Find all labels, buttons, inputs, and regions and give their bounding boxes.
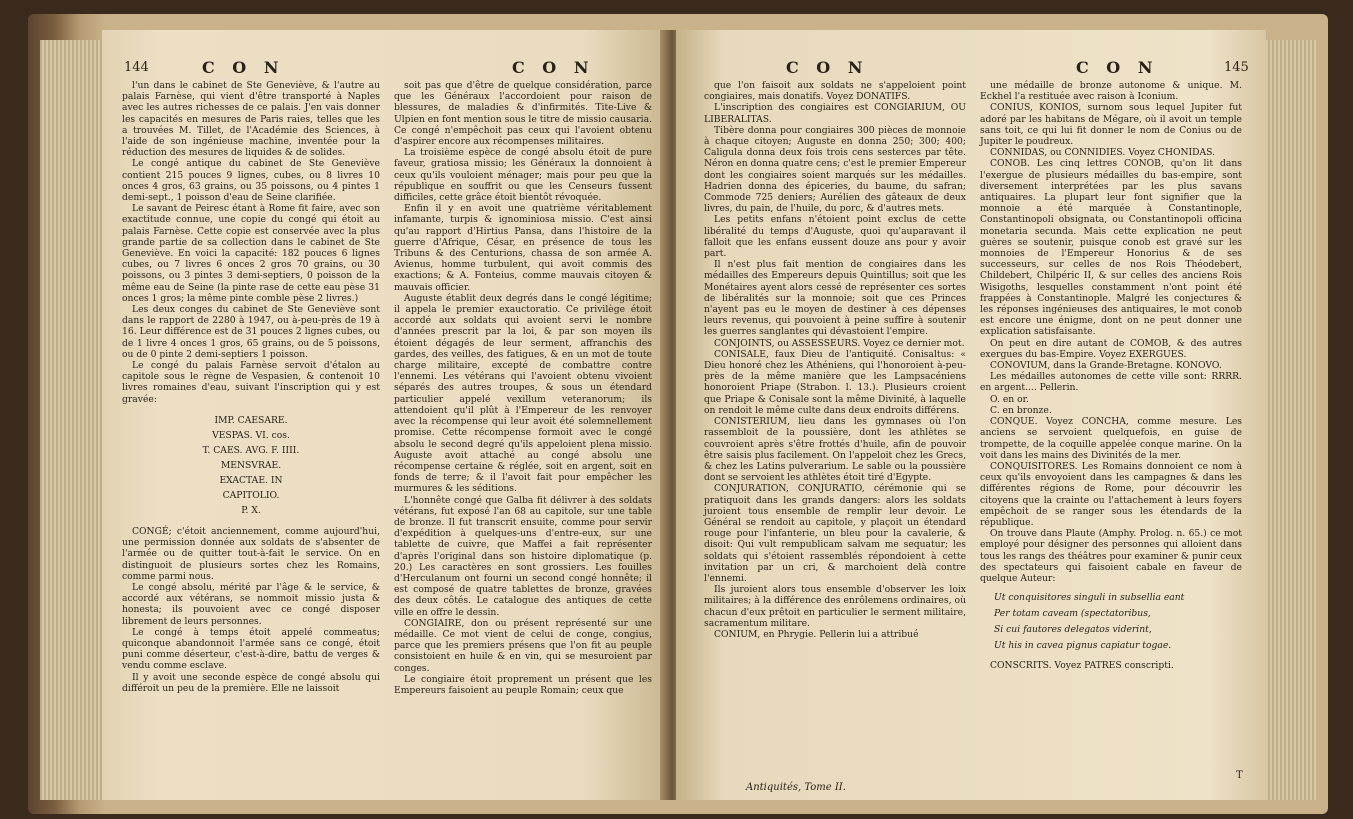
paragraph: Tibère donna pour congiaires 300 pièces de monnoie à chaque citoyen; Auguste en donna 250; 300; 400; Caligula donna deux fois trois cens sesterces par tête. Néron en donna quatre cens; c'est le premier Empereur dont les congiaires soient marqués sur les médailles. Hadrien donna des épiceries, du baume, du safran; Commode 725 deniers; Aurélien des gâteaux de deux livres, du pain, de l'huile, du porc, & d'autres mets. bbox=[704, 124, 966, 215]
left-column-1 bbox=[122, 80, 380, 694]
verse-line: Ut conquisitores singuli in subsellia eant bbox=[994, 592, 1185, 604]
verse-line: Si cui fautores delegatos viderint, bbox=[994, 624, 1152, 636]
paragraph: CONIUS, KONIOS, surnom sous lequel Jupiter fut adoré par les habitans de Mégare, où il avoit un temple sans toit, ce qui lui fit donner le nom de Conius ou de Jupiter le poudreux. bbox=[980, 102, 1242, 148]
paragraph: Les médailles autonomes de cette ville sont: RRRR. en argent.... Pellerin. bbox=[980, 371, 1242, 394]
paragraph: C. en bronze. bbox=[990, 404, 1052, 416]
inscription-line: IMP. CAESARE. bbox=[214, 414, 288, 426]
inscription-line: T. CAES. AVG. F. IIII. bbox=[202, 444, 300, 456]
paragraph: Le congiaire étoit proprement un présent que les Empereurs faisoient au peuple Romain; ceux que bbox=[394, 673, 652, 696]
paragraph: O. en or. bbox=[990, 393, 1029, 405]
paragraph: Le congé antique du cabinet de Ste Geneviève contient 215 pouces 9 lignes, cubes, ou 8 livres 10 onces 4 gros, 63 grains, ou 35 poissons, ou 4 pintes 1 demi-sept., 1 poisson d'eau de Seine clarifiée. bbox=[122, 158, 380, 204]
right-running-head-2: C O N bbox=[1076, 58, 1159, 77]
paragraph: CONOB. Les cinq lettres CONOB, qu'on lit dans l'exergue de plusieurs médailles du bas-empire, sont diversement interprétées par les plus savans antiquaires. La plupart leur font signifier que la monnoie a été marquée à Constantinople, Constantinopoli obsignata, ou Constantinopoli officina monetaria secunda. Mais cette explication ne peut guères se soutenir, puisque conob est gravé sur les monnoies de l'Empereur Honorius & de ses successeurs, sur celles de nos Rois Théodebert, Childebert, Chilpéric II, & sur celles des anciens Rois Wisigoths, lesquelles constamment n'ont point été frappées à Constantinople. Malgré les conjectures & les réponses ingénieuses des antiquaires, le mot conob est encore une énigme, dont on ne peut donner une explication satisfaisante. bbox=[980, 158, 1242, 338]
right-page-number: 145 bbox=[1224, 60, 1249, 75]
paragraph: CONSCRITS. Voyez PATRES conscripti. bbox=[990, 660, 1174, 672]
left-running-head-1: C O N bbox=[202, 58, 285, 77]
paragraph: Auguste établit deux degrés dans le congé légitime; il appela le premier exauctoratio. Ce privilège étoit accordé aux soldats qui avoient servi le nombre d'années prescrit par la loi, & par son moyen ils étoient dégagés de leur serment, affranchis des gardes, des veilles, des fatigues, & en un mot de toute charge militaire, excepté de combattre contre l'ennemi. Les vétérans qui l'avoient obtenu vivoient séparés des autres troupes, & sous un étendard particulier appelé vexillum veteranorum; ils attendoient qu'il plût à l'Empereur de les renvoyer avec la récompense qui leur avoit été solemnellement promise. Cette récompense formoit avec le congé absolu le second degré qu'ils appeloient plena missio. Auguste avoit attaché au congé absolu une récompense certaine & réglée, soit en argent, soit en fonds de terre; & il l'avoit fait pour empêcher les murmures & les séditions. bbox=[394, 292, 652, 495]
signature-mark: T bbox=[1236, 770, 1243, 781]
paragraph: Il n'est plus fait mention de congiaires dans les médailles des Empereurs depuis Quintillus; soit que les Monétaires ayent alors cessé de représenter ces sortes de libéralités sur la monnoie; soit que ces Princes n'ayent pas eu le moyen de destiner à ces dépenses leurs revenus, qui pouvoient à peine suffire à soutenir les guerres sanglantes qui dévastoient l'empire. bbox=[704, 259, 966, 338]
paragraph: une médaille de bronze autonome & unique. M. Eckhel l'a restituée avec raison à Iconium. bbox=[980, 80, 1242, 103]
paragraph: CONGIAIRE, don ou présent représenté sur une médaille. Ce mot vient de celui de conge, congius, parce que les premiers présens que l'on fit au peuple consistoient en huile & en vin, qui se mesuroient par conges. bbox=[394, 617, 652, 674]
paragraph: Il y avoit une seconde espèce de congé absolu qui différoit un peu de la première. Elle ne laissoit bbox=[122, 671, 380, 694]
right-column-2 bbox=[980, 80, 1242, 671]
latin-verse bbox=[994, 590, 1242, 654]
paragraph: La troisième espèce de congé absolu étoit de pure faveur, gratiosa missio; les Généraux la donnoient à ceux qu'ils vouloient ménager; mais pour peu que la république en souffrit ou que les Censeurs fussent difficiles, cette grâce étoit bientôt révoquée. bbox=[394, 147, 652, 204]
paragraph: L'inscription des congiaires est CONGIARIUM, OU LIBERALITAS. bbox=[704, 102, 966, 125]
paragraph: Les deux conges du cabinet de Ste Geneviève sont dans le rapport de 2280 à 1947, ou à-peu-près de 19 à 16. Leur différence est de 31 pouces 2 lignes cubes, ou de 1 livre 4 onces 1 gros, 65 grains, ou de 5 poissons, ou de 0 pinte 2 demi-septiers 1 poisson. bbox=[122, 304, 380, 360]
left-running-head-2: C O N bbox=[512, 58, 595, 77]
paragraph: Le congé du palais Farnèse servoit d'étalon au capitole sous le règne de Vespasien, & contenoit 10 livres romaines d'eau, suivant l'inscription qui y est gravée: bbox=[122, 360, 380, 405]
inscription-line: EXACTAE. IN bbox=[219, 474, 283, 486]
inscription-line: VESPAS. VI. cos. bbox=[212, 429, 290, 441]
left-page-number: 144 bbox=[124, 60, 149, 75]
verse-line: Ut his in cavea pignus capiatur togae. bbox=[994, 640, 1172, 652]
inscription-line: P. X. bbox=[241, 504, 261, 516]
paragraph: CONQUISITORES. Les Romains donnoient ce nom à ceux qu'ils envoyoient dans les campagnes & dans les différentes régions de Rome, pour découvrir les citoyens que la crainte ou l'attachement à leurs foyers empêchoit de se ranger sous les étendards de la république. bbox=[980, 460, 1242, 528]
verse-line: Per totam caveam (spectatoribus, bbox=[994, 608, 1151, 620]
paragraph: CONISALE, faux Dieu de l'antiquité. Conisaltus: « Dieu honoré chez les Athéniens, qui l'honoroient à-peu-près de la même manière que les Lampsacéniens honoroient Priape (Strabon. l. 13.). Plusieurs croient que Priape & Conisale sont la même Divinité, à laquelle on rendoit le même culte dans deux endroits différens. bbox=[704, 348, 966, 416]
paragraph: Enfin il y en avoit une quatrième véritablement infamante, turpis & ignominiosa missio. C'est ainsi qu'au rapport d'Hirtius Pansa, dans l'histoire de la guerre d'Afrique, César, en présence de tous les Tribuns & des Centurions, chassa de son armée A. Avienus, homme turbulent, qui avoit commis des exactions; & A. Fonteius, comme mauvais citoyen & mauvais officier. bbox=[394, 203, 652, 293]
right-running-head-1: C O N bbox=[786, 58, 869, 77]
page-edges-left bbox=[40, 40, 102, 800]
paragraph: Les petits enfans n'étoient point exclus de cette libéralité du temps d'Auguste, quoi qu'auparavant il falloit que les enfans eussent douze ans pour y avoir part. bbox=[704, 214, 966, 260]
paragraph: Le congé absolu, mérité par l'âge & le service, & accordé aux vétérans, se nommoit missio justa & honesta; ils pouvoient avec ce congé disposer librement de leurs personnes. bbox=[122, 581, 380, 627]
paragraph: On trouve dans Plaute (Amphy. Prolog. n. 65.) ce mot employé pour désigner des personnes qui alloient dans tous les rangs des théâtres pour examiner & punir ceux des spectateurs qui faisoient cabale en faveur de quelque Auteur: bbox=[980, 528, 1242, 584]
paragraph: Le congé à temps étoit appelé commeatus; quiconque abandonnoit l'armée sans ce congé, étoit puni comme déserteur, c'est-à-dire, battu de verges & vendu comme esclave. bbox=[122, 626, 380, 672]
paragraph: CONQUE. Voyez CONCHA, comme mesure. Les anciens se servoient quelquefois, en guise de trompette, de la coquille appelée conque marine. On la voit dans les mains des Divinités de la mer. bbox=[980, 416, 1242, 461]
inscription-line: MENSVRAE. bbox=[220, 459, 282, 471]
inscription-line: CAPITOLIO. bbox=[222, 489, 280, 501]
inscription bbox=[122, 413, 380, 518]
paragraph: que l'on faisoit aux soldats ne s'appeloient point congiaires, mais donatifs. Voyez DONATIFS. bbox=[704, 80, 966, 103]
paragraph: CONIUM, en Phrygie. Pellerin lui a attribué bbox=[714, 628, 919, 640]
paragraph: CONNIDAS, ou CONNIDIES. Voyez CHONIDAS. bbox=[990, 147, 1216, 159]
paragraph: Ils juroient alors tous ensemble d'observer les loix militaires; à la différence des enrôlemens ordinaires, où chacun d'eux prêtoit en particulier le serment militaire, sacramentum militare. bbox=[704, 584, 966, 629]
right-column-1 bbox=[704, 80, 966, 640]
paragraph: L'honnête congé que Galba fit délivrer à des soldats vétérans, fut exposé l'an 68 au capitole, sur une table de bronze. Il fut transcrit ensuite, comme pour servir d'expédition à quelques-uns d'entre-eux, sur une tablette de cuivre, que Maffei a fait représenter d'après l'original dans son histoire diplomatique (p. 20.) Les caractères en sont grossiers. Les fouilles d'Herculanum ont fourni un second congé honnête; il est composé de quatre tablettes de bronze, gravées des deux côtés. Le catalogue des antiques de cette ville en offre le dessin. bbox=[394, 494, 652, 618]
footer-volume: Antiquités, Tome II. bbox=[746, 782, 846, 793]
paragraph: On peut en dire autant de COMOB, & des autres exergues du bas-Empire. Voyez EXERGUES. bbox=[980, 337, 1242, 360]
left-page bbox=[102, 30, 668, 800]
paragraph: CONGÉ; c'étoit anciennement, comme aujourd'hui, une permission donnée aux soldats de s'absenter de l'armée ou de quitter tout-à-fait le service. On en distinguoit de plusieurs sortes chez les Romains, comme parmi nous. bbox=[122, 525, 380, 582]
paragraph: CONJOINTS, ou ASSESSEURS. Voyez ce dernier mot. bbox=[714, 337, 965, 349]
paragraph: l'un dans le cabinet de Ste Geneviève, & l'autre au palais Farnèse, qui vient d'être transporté à Naples avec les autres richesses de ce palais. J'en vais donner les capacités en mesures de Paris raies, telles que les a trouvées M. Tillet, de l'Académie des Sciences, à l'aide de son ingénieuse machine, inventée pour la réduction des mesures de liquides & de solides. bbox=[122, 80, 380, 159]
page-edges-right bbox=[1266, 40, 1316, 800]
paragraph: CONJURATION, CONJURATIO, cérémonie qui se pratiquoit dans les grands dangers: alors les soldats juroient tous ensemble de remplir leur devoir. Le Général se rendoit au capitole, y plaçoit un étendard rouge pour l'infanterie, un bleu pour la cavalerie, & disoit: Qui vult rempublicam salvam me sequatur; les soldats qui s'étoient rassemblés répondoient à cette invitation par un cri, & marchoient delà contre l'ennemi. bbox=[704, 483, 966, 584]
left-column-2 bbox=[394, 80, 652, 696]
right-page bbox=[676, 30, 1266, 800]
paragraph: soit pas que d'être de quelque considération, parce que les Généraux l'accordoient pour raison de blessures, de maladies & d'infirmités. Tite-Live & Ulpien en font mention sous le titre de missio causaria. Ce congé n'empêchoit pas ceux qui l'avoient obtenu d'aspirer encore aux récompenses militaires. bbox=[394, 80, 652, 148]
paragraph: CONISTERIUM, lieu dans les gymnases où l'on rassembloit de la poussière, dont les athlètes se couvroient après s'être frottés d'huile, afin de pouvoir être saisis plus facilement. On l'appeloit chez les Grecs, & chez les Latins pulverarium. Le sable ou la poussière dont se servoient les athlètes étoit tiré d'Egypte. bbox=[704, 416, 966, 484]
paragraph: CONOVIUM, dans la Grande-Bretagne. KONOVO. bbox=[990, 360, 1222, 372]
paragraph: Le savant de Peiresc étant à Rome fit faire, avec son exactitude connue, une copie du congé qui étoit au palais Farnèse. Cette copie est conservée avec la plus grande partie de sa collection dans le cabinet de Ste Geneviève. En voici la capacité: 182 pouces 6 lignes cubes, ou 7 livres 6 onces 2 gros 70 grains, ou 30 poissons, ou 3 pintes 3 demi-septiers, 0 poisson de la même eau de Seine (la pinte rase de cette eau pèse 31 onces 1 gros; la même pinte comble pèse 2 livres.) bbox=[122, 203, 380, 304]
